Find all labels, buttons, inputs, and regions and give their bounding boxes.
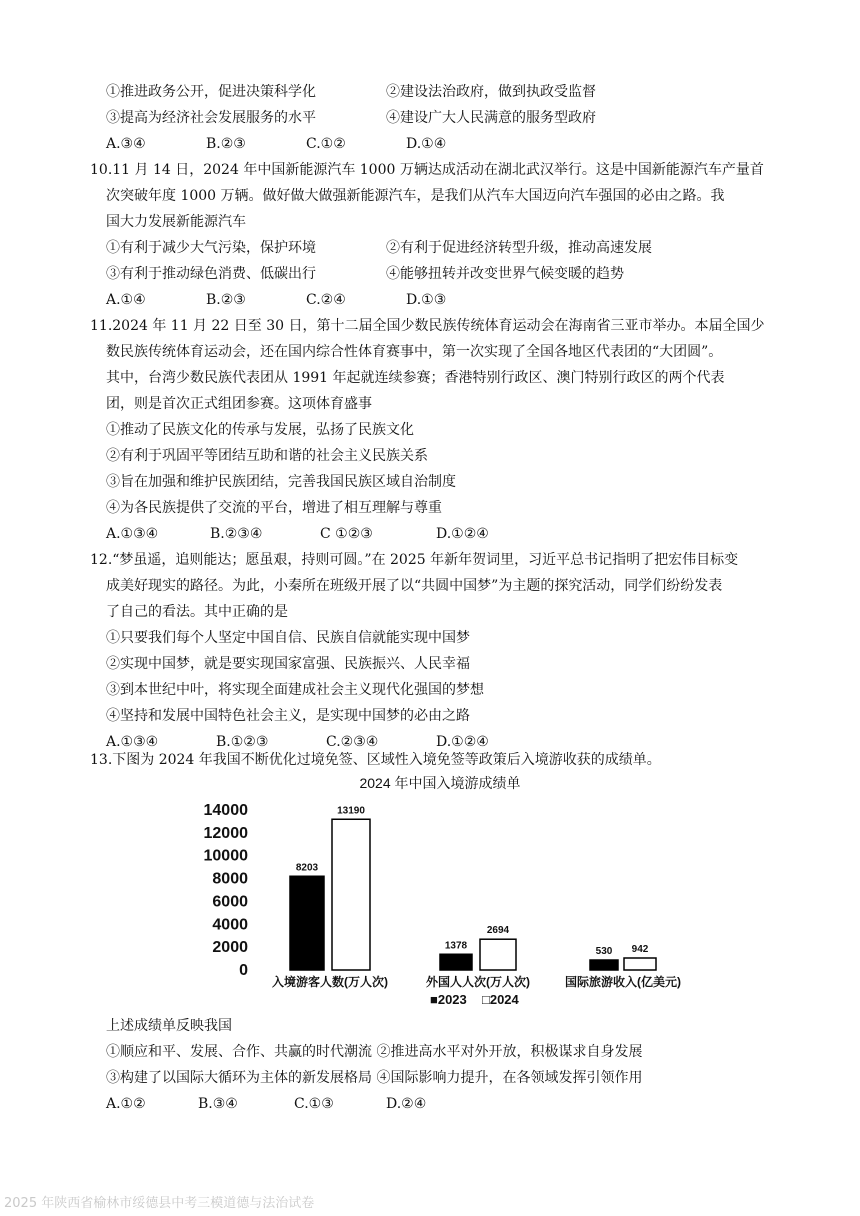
q12-stem-line-2: 成美好现实的路径。为此，小秦所在班级开展了以“共圆中国梦”为主题的探究活动，同学们纷纷发表	[106, 578, 723, 594]
q10-choice-d[interactable]: D.①③	[406, 292, 447, 308]
q12-choice-d[interactable]: D.①②④	[436, 734, 489, 750]
q9-choice-c[interactable]: C.①②	[306, 136, 346, 152]
y-tick-label: 4000	[212, 916, 248, 934]
q13-options-line-1: ①顺应和平、发展、合作、共赢的时代潮流 ②推进高水平对外开放，积极谋求自身发展	[106, 1044, 643, 1060]
q13-stem: 13.下图为 2024 年我国不断优化过境免签、区域性入境免签等政策后入境游收获的成绩单。	[90, 752, 661, 768]
q12-option-2: ②实现中国梦，就是要实现国家富强、民族振兴、人民幸福	[106, 656, 470, 672]
q9-option-4: ④建设广大人民满意的服务型政府	[386, 110, 596, 126]
bar-2023-1	[290, 876, 324, 970]
q11-option-3: ③旨在加强和维护民族团结，完善我国民族区域自治制度	[106, 474, 456, 490]
q12-stem-line-3: 了自己的看法。其中正确的是	[106, 604, 288, 620]
q10-stem-line-3: 国大力发展新能源汽车	[106, 214, 246, 230]
y-tick-label: 12000	[203, 824, 248, 842]
q12-choices	[106, 732, 606, 752]
q10-options-row-2	[106, 264, 806, 284]
q13-choice-c[interactable]: C.①③	[294, 1096, 334, 1112]
q9-option-3: ③提高为经济社会发展服务的水平	[106, 110, 316, 126]
bar-2024-2	[480, 939, 516, 970]
bar-2023-3	[590, 960, 618, 970]
q12-choice-b[interactable]: B.①②③	[216, 734, 269, 750]
data-label-2024-2: 2694	[486, 925, 510, 937]
q9-options-row-1	[106, 82, 806, 102]
bar-2023-2	[440, 954, 472, 970]
q12-choice-a[interactable]: A.①③④	[106, 734, 159, 750]
q12-option-3: ③到本世纪中叶，将实现全面建成社会主义现代化强国的梦想	[106, 682, 484, 698]
category-label-3: 国际旅游收入(亿美元)	[565, 975, 681, 989]
q11-choice-c[interactable]: C ①②③	[320, 526, 373, 542]
q9-choice-d[interactable]: D.①④	[406, 136, 447, 152]
category-label-2: 外国人人次(万人次)	[426, 975, 530, 989]
q9-choice-b[interactable]: B.②③	[206, 136, 246, 152]
q12-option-4: ④坚持和发展中国特色社会主义，是实现中国梦的必由之路	[106, 708, 470, 724]
page-footer: 2025 年陕西省榆林市绥德县中考三模道德与法治试卷	[4, 1196, 315, 1211]
q10-stem-line-1: 10.11 月 14 日，2024 年中国新能源汽车 1000 万辆达成活动在湖北武汉举行。这是中国新能源汽车产量首	[90, 162, 764, 178]
q10-choice-b[interactable]: B.②③	[206, 292, 246, 308]
q13-choices	[106, 1094, 606, 1114]
bar-2024-1	[332, 819, 370, 970]
q11-option-2: ②有利于巩固平等团结互助和谐的社会主义民族关系	[106, 448, 428, 464]
data-label-2024-1: 13190	[337, 805, 365, 817]
data-label-2023-2: 1378	[444, 940, 468, 952]
q13-choice-d[interactable]: D.②④	[386, 1096, 427, 1112]
category-label-1: 入境游客人数(万人次)	[272, 975, 388, 989]
q11-choices	[106, 524, 606, 544]
q10-choice-a[interactable]: A.①④	[106, 292, 146, 308]
q10-option-2: ②有利于促进经济转型升级，推动高速发展	[386, 240, 652, 256]
legend-2024: □2024	[482, 992, 519, 1007]
q13-choice-b[interactable]: B.③④	[198, 1096, 238, 1112]
data-label-2024-3: 942	[631, 944, 649, 955]
q11-choice-b[interactable]: B.②③④	[210, 526, 263, 542]
q9-options-row-2	[106, 108, 806, 128]
q13-choice-a[interactable]: A.①②	[106, 1096, 146, 1112]
q10-option-3: ③有利于推动绿色消费、低碳出行	[106, 266, 316, 282]
q12-stem-line-1: 12.“梦虽遥，追则能达；愿虽艰，持则可圆。”在 2025 年新年贺词里，习近平总书记指明了把宏伟目标变	[90, 552, 739, 568]
legend-2023: ■2023	[430, 992, 467, 1007]
y-tick-label: 10000	[203, 847, 248, 865]
q13-options-line-2: ③构建了以国际大循环为主体的新发展格局 ④国际影响力提升，在各领域发挥引领作用	[106, 1070, 643, 1086]
data-label-2023-1: 8203	[295, 862, 319, 874]
q12-choice-c[interactable]: C.②③④	[326, 734, 379, 750]
q10-option-1: ①有利于减少大气污染，保护环境	[106, 240, 316, 256]
chart-title: 2024 年中国入境游成绩单	[359, 775, 521, 791]
q11-option-4: ④为各民族提供了交流的平台，增进了相互理解与尊重	[106, 500, 442, 516]
q10-choice-c[interactable]: C.②④	[306, 292, 346, 308]
q11-option-1: ①推动了民族文化的传承与发展，弘扬了民族文化	[106, 422, 414, 438]
y-tick-label: 6000	[212, 893, 248, 911]
q13-lead: 上述成绩单反映我国	[106, 1018, 232, 1034]
data-label-2023-3: 530	[595, 946, 613, 957]
y-tick-label: 0	[239, 962, 248, 979]
y-tick-label: 8000	[212, 870, 248, 888]
inbound-tourism-chart	[190, 770, 690, 1010]
q11-choice-d[interactable]: D.①②④	[436, 526, 489, 542]
bar-chart-svg	[190, 770, 690, 1010]
q9-choice-a[interactable]: A.③④	[106, 136, 146, 152]
y-tick-label: 2000	[212, 939, 248, 957]
q10-options-row-1	[106, 238, 806, 258]
q11-stem-line-1: 11.2024 年 11 月 22 日至 30 日，第十二届全国少数民族传统体育运动会在海南省三亚市举办。本届全国少	[90, 318, 765, 334]
q11-stem-line-2: 数民族传统体育运动会，还在国内综合性体育赛事中，第一次实现了全国各地区代表团的“大团圆”。	[106, 344, 723, 360]
q10-choices	[106, 290, 606, 310]
q12-option-1: ①只要我们每个人坚定中国自信、民族自信就能实现中国梦	[106, 630, 470, 646]
bar-2024-3	[624, 958, 656, 970]
q10-stem-line-2: 次突破年度 1000 万辆。做好做大做强新能源汽车，是我们从汽车大国迈向汽车强国的必由之路。我	[106, 188, 725, 204]
q10-option-4: ④能够扭转并改变世界气候变暖的趋势	[386, 266, 624, 282]
q9-choices	[106, 134, 606, 154]
q9-option-2: ②建设法治政府，做到执政受监督	[386, 84, 596, 100]
y-tick-label: 14000	[203, 802, 248, 819]
q9-option-1: ①推进政务公开，促进决策科学化	[106, 84, 316, 100]
q11-choice-a[interactable]: A.①③④	[106, 526, 159, 542]
q11-stem-line-3: 其中，台湾少数民族代表团从 1991 年起就连续参赛；香港特别行政区、澳门特别行政区的两个代表	[106, 370, 725, 386]
q11-stem-line-4: 团，则是首次正式组团参赛。这项体育盛事	[106, 396, 372, 412]
